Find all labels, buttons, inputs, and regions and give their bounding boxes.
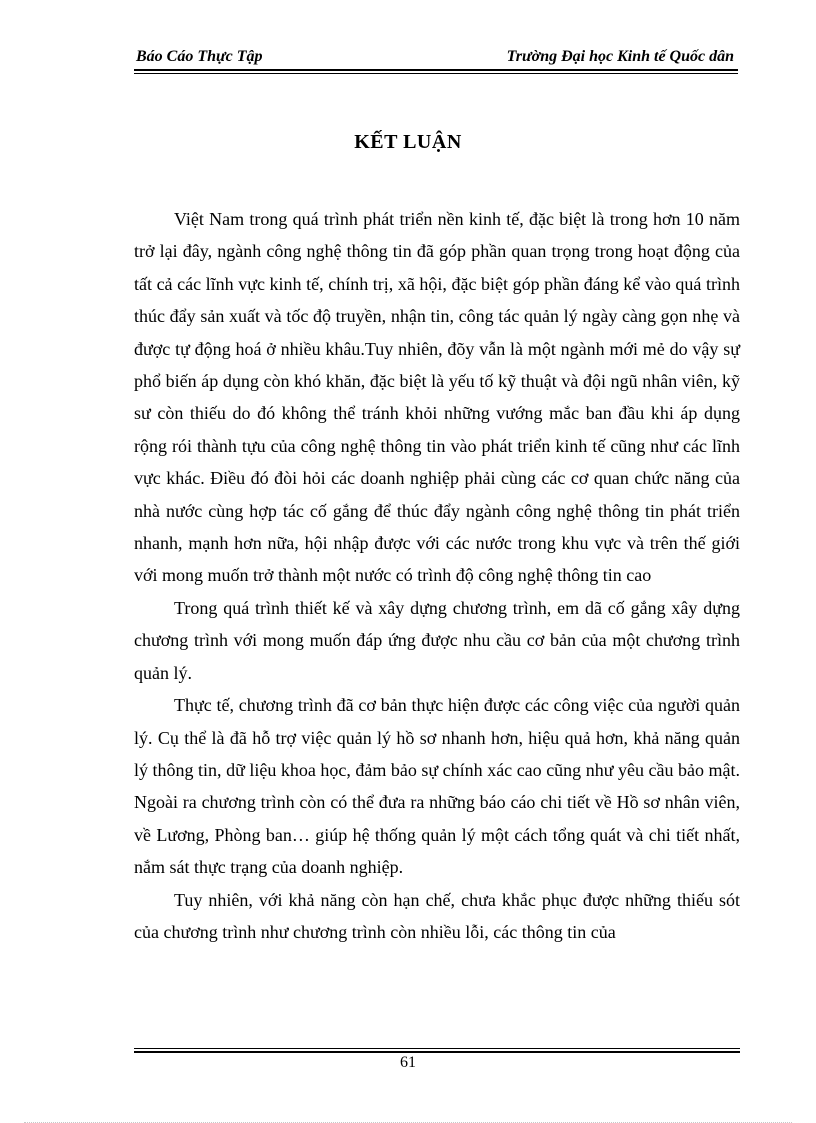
paragraph: Tuy nhiên, với khả năng còn hạn chế, chưa khắc phục được những thiếu sót của chương trình như chương trình còn nhiều lỗi, các thông tin của <box>134 889 740 942</box>
body-text <box>134 203 740 948</box>
page-number: 61 <box>400 1054 416 1071</box>
paragraph: Trong quá trình thiết kế và xây dựng chương trình, em dã cố gắng xây dựng chương trình với mong muốn đáp ứng được nhu cầu cơ bản của một chương trình quản lý. <box>134 597 740 683</box>
footer-rule-thin <box>134 1048 740 1049</box>
page-header <box>134 46 738 72</box>
page-title: KẾT LUẬN <box>354 131 462 153</box>
paragraph: Việt Nam trong quá trình phát triển nền kinh tế, đặc biệt là trong hơn 10 năm trở lại đây, ngành công nghệ thông tin đã góp phần quan trọng trong hoạt động của tất cả các lĩnh vực kinh tế, chính trị, xã hội, đặc biệt góp phần đáng kể vào quá trình thúc đẩy sản xuất và tốc độ truyền, nhận tin, công tác quản lý ngày càng gọn nhẹ và được tự động hoá ở nhiều khâu.Tuy nhiên, đõy vẫn là một ngành mới mẻ do vậy sự phổ biến áp dụng còn khó khăn, đặc biệt là yếu tố kỹ thuật và đội ngũ nhân viên, kỹ sư còn thiếu do đó không thể tránh khỏi những vướng mắc ban đầu khi áp dụng rộng rói thành tựu của công nghệ thông tin vào phát triển kinh tế cũng như các lĩnh vực khác. Điều đó đòi hỏi các doanh nghiệp phải cùng các cơ quan chức năng của nhà nước cùng hợp tác cố gắng để thúc đẩy ngành công nghệ thông tin phát triển nhanh, mạnh hơn nữa, hội nhập được với các nước trong khu vực và trên thế giới với mong muốn trở thành một nước có trình độ công nghệ thông tin cao <box>134 209 740 586</box>
footer-rule <box>134 1051 740 1053</box>
header-rule-thin <box>134 73 738 74</box>
paragraph: Thực tế, chương trình đã cơ bản thực hiện được các công việc của người quản lý. Cụ thể là đã hỗ trợ việc quản lý hồ sơ nhanh hơn, hiệu quả hơn, khả năng quản lý thông tin, dữ liệu khoa học, đảm bảo sự chính xác cao cũng như yêu cầu bảo mật. Ngoài ra chương trình còn có thể đưa ra những báo cáo chi tiết về Hồ sơ nhân viên, về Lương, Phòng ban… giúp hệ thống quản lý một cách tổng quát và chi tiết nhất, nắm sát thực trạng của doanh nghiệp. <box>134 695 740 878</box>
header-university-name: Trường Đại học Kinh tế Quốc dân <box>506 48 734 65</box>
header-rule <box>134 69 738 71</box>
header-report-title: Báo Cáo Thực Tập <box>136 48 263 65</box>
